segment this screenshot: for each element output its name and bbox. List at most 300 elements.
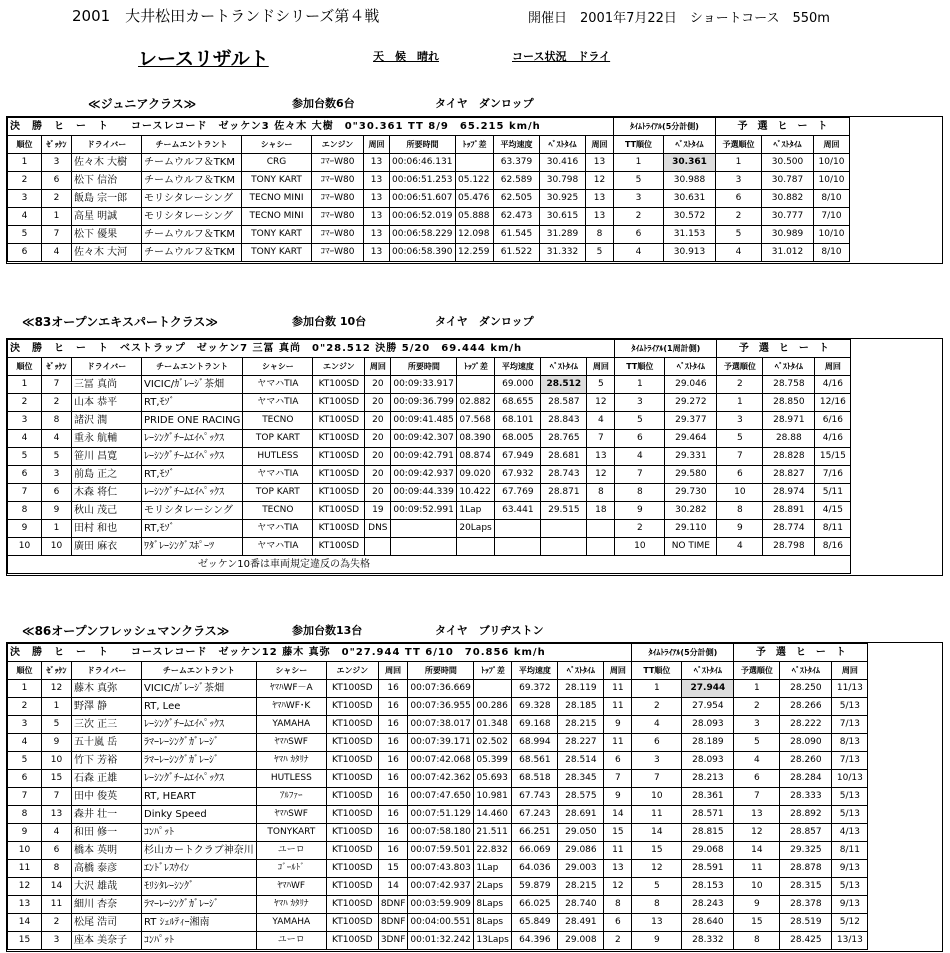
cell: 5/13 xyxy=(832,788,868,806)
cell: 00:07:59.501 xyxy=(408,842,474,860)
cell: 5 xyxy=(614,172,664,190)
cell: HUTLESS xyxy=(256,770,326,788)
cell: 28.333 xyxy=(780,788,832,806)
cell: 1 xyxy=(42,698,72,716)
column-header: ドライバー xyxy=(72,662,142,680)
entry-count: 参加台数13台 xyxy=(292,624,363,637)
table-row xyxy=(8,448,851,466)
cell: 30.925 xyxy=(540,190,586,208)
final-heat-banner: 決 勝 ヒ ー ト ベストラップ ゼッケン7 三冨 真尚 0"28.512 決勝 5/20 69.444 km/h xyxy=(8,340,615,358)
cell: ヤマハTIA xyxy=(243,520,313,538)
cell: 13 xyxy=(364,190,390,208)
cell: 5/12 xyxy=(832,914,868,932)
cell: 21.511 xyxy=(474,824,512,842)
column-header: ﾍﾞｽﾄﾀｲﾑ xyxy=(558,662,604,680)
cell: 27.954 xyxy=(682,698,734,716)
cell: 30.361 xyxy=(664,154,716,172)
cell: 30.988 xyxy=(664,172,716,190)
table-row xyxy=(8,806,868,824)
table-row xyxy=(8,430,851,448)
cell: 6/16 xyxy=(815,412,851,430)
cell: 1 xyxy=(716,154,762,172)
cell: 5 xyxy=(615,412,665,430)
cell: YAMAHA xyxy=(256,914,326,932)
column-header: ｾﾞｯｹﾝ xyxy=(42,136,72,154)
cell: 8 xyxy=(586,226,614,244)
cell: 28.284 xyxy=(780,770,832,788)
column-header-row xyxy=(8,136,850,154)
cell: 11/13 xyxy=(832,680,868,698)
column-header: 周回 xyxy=(365,358,391,376)
table-row xyxy=(8,842,868,860)
cell: 16 xyxy=(378,680,408,698)
cell: ﾔﾏﾊ ｶﾀﾘﾅ xyxy=(256,752,326,770)
section-title: ≪86オープンフレッシュマンクラス≫ xyxy=(22,624,230,638)
column-header-row xyxy=(8,358,851,376)
cell: RT, HEART xyxy=(142,788,257,806)
cell: 7 xyxy=(587,430,615,448)
column-header: 予選順位 xyxy=(717,358,763,376)
cell: ﾔﾏﾊWF･K xyxy=(256,698,326,716)
cell: 6 xyxy=(717,466,763,484)
cell: 16 xyxy=(378,698,408,716)
course-condition: コース状況 ドライ xyxy=(512,50,611,63)
cell: 16 xyxy=(378,752,408,770)
cell: 28.827 xyxy=(763,466,815,484)
cell: 10 xyxy=(8,538,42,556)
cell xyxy=(457,538,495,556)
cell: 1 xyxy=(8,680,42,698)
cell: RT,ﾓｿﾞ xyxy=(142,520,243,538)
cell: 11 xyxy=(604,734,632,752)
cell: KT100SD xyxy=(326,842,378,860)
column-header: エンジン xyxy=(313,358,365,376)
cell: ｺﾏｰW80 xyxy=(312,190,364,208)
cell: 山本 恭平 xyxy=(72,394,142,412)
cell: 10.422 xyxy=(457,484,495,502)
cell: 63.379 xyxy=(494,154,540,172)
cell: 8 xyxy=(587,484,615,502)
cell: VICIC/ｶﾞﾚｰｼﾞ茶畑 xyxy=(142,376,243,394)
cell: ｺﾝﾊﾟｯﾄ xyxy=(142,932,257,950)
table-row xyxy=(8,412,851,430)
cell: 61.522 xyxy=(494,244,540,262)
cell: 10/13 xyxy=(832,770,868,788)
cell: 9 xyxy=(734,896,780,914)
cell: TONY KART xyxy=(242,226,312,244)
cell: 8 xyxy=(717,502,763,520)
cell: 9 xyxy=(717,520,763,538)
cell: 22.832 xyxy=(474,842,512,860)
cell: 29.110 xyxy=(665,520,717,538)
cell: 8/10 xyxy=(814,190,850,208)
cell: 30.798 xyxy=(540,172,586,190)
cell: ﾚｰｼﾝｸﾞﾁｰﾑｴｲﾍﾟｯｸｽ xyxy=(142,448,243,466)
cell: 28.378 xyxy=(780,896,832,914)
table-row xyxy=(8,860,868,878)
cell: 08.390 xyxy=(457,430,495,448)
cell: 2 xyxy=(604,932,632,950)
cell: 細川 杏奈 xyxy=(72,896,142,914)
results-table-box xyxy=(6,338,943,576)
cell: 三次 正三 xyxy=(72,716,142,734)
tire-brand: タイヤ ダンロップ xyxy=(435,315,534,328)
cell: 28.119 xyxy=(558,680,604,698)
cell: 00:07:42.362 xyxy=(408,770,474,788)
cell: 13/13 xyxy=(832,932,868,950)
cell: 13 xyxy=(632,914,682,932)
cell: 16 xyxy=(378,788,408,806)
cell: 9 xyxy=(42,734,72,752)
cell: KT100SD xyxy=(326,788,378,806)
cell: ﾜﾀﾞﾚｰｼﾝｸﾞｽﾎﾟｰﾂ xyxy=(142,538,243,556)
cell: KT100SD xyxy=(326,680,378,698)
cell: 13Laps xyxy=(474,932,512,950)
cell: 00:06:58.390 xyxy=(390,244,456,262)
cell: 13 xyxy=(587,448,615,466)
column-header: チームエントラント xyxy=(142,662,257,680)
column-header: 予選順位 xyxy=(716,136,762,154)
cell xyxy=(456,154,494,172)
column-header: ﾄｯﾌﾟ差 xyxy=(474,662,512,680)
cell: 8/11 xyxy=(815,520,851,538)
cell: 佐々木 大樹 xyxy=(72,154,142,172)
cell: 02.502 xyxy=(474,734,512,752)
cell: 00:06:51.253 xyxy=(390,172,456,190)
time-trial-banner: ﾀｲﾑﾄﾗｲｱﾙ(1周計側) xyxy=(615,340,717,358)
cell: 30.572 xyxy=(664,208,716,226)
cell: 飯島 宗一郎 xyxy=(72,190,142,208)
cell xyxy=(391,520,457,538)
table-row xyxy=(8,896,868,914)
cell: 9 xyxy=(604,716,632,734)
cell: ユーロ xyxy=(256,932,326,950)
cell: 29.325 xyxy=(780,842,832,860)
cell: 14 xyxy=(378,878,408,896)
cell: 和田 修一 xyxy=(72,824,142,842)
cell: 68.101 xyxy=(495,412,541,430)
cell: 62.505 xyxy=(494,190,540,208)
cell: 28.189 xyxy=(682,734,734,752)
cell: 2 xyxy=(8,394,42,412)
column-header: 平均速度 xyxy=(495,358,541,376)
column-header: ﾍﾞｽﾄﾀｲﾑ xyxy=(763,358,815,376)
banner-row xyxy=(8,644,868,662)
cell: 05.888 xyxy=(456,208,494,226)
cell: 6 xyxy=(716,190,762,208)
cell: 8 xyxy=(8,806,42,824)
cell: 3 xyxy=(734,716,780,734)
cell: 15 xyxy=(632,842,682,860)
cell: 07.568 xyxy=(457,412,495,430)
column-header: 周回 xyxy=(604,662,632,680)
cell: 5/13 xyxy=(832,878,868,896)
cell: 67.743 xyxy=(512,788,558,806)
cell: 諸沢 潤 xyxy=(72,412,142,430)
cell: 00:07:39.171 xyxy=(408,734,474,752)
weather: 天 候 晴れ xyxy=(373,50,439,63)
cell: 6 xyxy=(42,842,72,860)
event-title: 2001 大井松田カートランドシリーズ第４戦 xyxy=(72,7,380,25)
cell: 00:07:42.068 xyxy=(408,752,474,770)
column-header: エンジン xyxy=(312,136,364,154)
cell: 12.098 xyxy=(456,226,494,244)
cell: 11 xyxy=(42,896,72,914)
cell: 9 xyxy=(604,788,632,806)
cell: 12 xyxy=(734,824,780,842)
cell: 座本 美奈子 xyxy=(72,932,142,950)
cell: 14 xyxy=(42,878,72,896)
table-row xyxy=(8,824,868,842)
cell: 00:07:51.129 xyxy=(408,806,474,824)
cell: 29.068 xyxy=(682,842,734,860)
cell: 3 xyxy=(42,466,72,484)
cell: 6 xyxy=(8,244,42,262)
cell: 20 xyxy=(365,466,391,484)
cell: ﾗﾏｰﾚｰｼﾝｸﾞｶﾞﾚｰｼﾞ xyxy=(142,734,257,752)
cell: 7 xyxy=(42,376,72,394)
cell: ヤマハTIA xyxy=(243,538,313,556)
cell: 20 xyxy=(365,430,391,448)
cell: 5 xyxy=(717,430,763,448)
cell: 10/10 xyxy=(814,226,850,244)
cell: 28.215 xyxy=(558,878,604,896)
cell: 8 xyxy=(734,932,780,950)
cell: 05.399 xyxy=(474,752,512,770)
cell: 14 xyxy=(632,824,682,842)
cell: KT100SD xyxy=(313,448,365,466)
cell xyxy=(495,520,541,538)
cell: 田中 俊英 xyxy=(72,788,142,806)
cell: 00:09:42.307 xyxy=(391,430,457,448)
table-row xyxy=(8,680,868,698)
column-header: チームエントラント xyxy=(142,136,242,154)
cell: KT100SD xyxy=(313,394,365,412)
tire-brand: タイヤ ブリヂストン xyxy=(435,624,544,637)
cell: 29.464 xyxy=(665,430,717,448)
cell: 28.765 xyxy=(541,430,587,448)
cell: 30.913 xyxy=(664,244,716,262)
cell: 68.994 xyxy=(512,734,558,752)
cell: 3 xyxy=(42,932,72,950)
cell: ﾔﾏﾊSWF xyxy=(256,734,326,752)
cell: ｺﾞｰﾙﾄﾞ xyxy=(256,860,326,878)
cell: 2 xyxy=(614,208,664,226)
cell: 28.153 xyxy=(682,878,734,896)
cell: 68.561 xyxy=(512,752,558,770)
cell: 20 xyxy=(365,394,391,412)
cell: 13 xyxy=(364,172,390,190)
cell: 5 xyxy=(8,226,42,244)
cell: 笹川 昌寛 xyxy=(72,448,142,466)
cell: 4 xyxy=(8,208,42,226)
result-title: レースリザルト xyxy=(138,48,269,70)
table-row xyxy=(8,376,851,394)
cell: 石森 正雄 xyxy=(72,770,142,788)
qualifying-heat-banner: 予 選 ヒ ー ト xyxy=(717,340,851,358)
cell: 7 xyxy=(8,788,42,806)
cell: VICIC/ｶﾞﾚｰｼﾞ茶畑 xyxy=(142,680,257,698)
cell: 12 xyxy=(8,878,42,896)
cell: 30.416 xyxy=(540,154,586,172)
table-row xyxy=(8,226,850,244)
cell xyxy=(587,538,615,556)
cell: 59.879 xyxy=(512,878,558,896)
cell: 1Lap xyxy=(457,502,495,520)
cell: 10 xyxy=(42,752,72,770)
column-header: 所要時間 xyxy=(390,136,456,154)
cell: 秋山 茂己 xyxy=(72,502,142,520)
cell: 28.222 xyxy=(780,716,832,734)
cell xyxy=(457,376,495,394)
cell xyxy=(474,680,512,698)
column-header: ﾍﾞｽﾄﾀｲﾑ xyxy=(665,358,717,376)
cell: 6 xyxy=(8,466,42,484)
column-header: 順位 xyxy=(8,136,42,154)
cell: 14 xyxy=(8,914,42,932)
results-table xyxy=(7,117,850,262)
cell: 2 xyxy=(42,190,72,208)
cell: 29.377 xyxy=(665,412,717,430)
cell: 5/13 xyxy=(832,698,868,716)
cell: 28.575 xyxy=(558,788,604,806)
cell: KT100SD xyxy=(313,538,365,556)
cell: 10 xyxy=(42,538,72,556)
cell: 10 xyxy=(717,484,763,502)
cell: 28.587 xyxy=(541,394,587,412)
cell: KT100SD xyxy=(313,484,365,502)
cell: 00:09:41.485 xyxy=(391,412,457,430)
table-row xyxy=(8,484,851,502)
cell: 5 xyxy=(8,752,42,770)
cell: RT, Lee xyxy=(142,698,257,716)
cell: 62.589 xyxy=(494,172,540,190)
cell: 00:04:00.551 xyxy=(408,914,474,932)
cell: ｺﾏｰW80 xyxy=(312,172,364,190)
cell: 4/16 xyxy=(815,376,851,394)
cell: 66.069 xyxy=(512,842,558,860)
cell: 01.348 xyxy=(474,716,512,734)
section-title: ≪ジュニアクラス≫ xyxy=(88,97,197,111)
cell: KT100SD xyxy=(313,466,365,484)
cell: 5 xyxy=(716,226,762,244)
cell: 13 xyxy=(42,806,72,824)
cell: 8DNF xyxy=(378,914,408,932)
column-header: ドライバー xyxy=(72,358,142,376)
cell: 30.615 xyxy=(540,208,586,226)
cell: 1 xyxy=(42,520,72,538)
cell: TOP KART xyxy=(243,484,313,502)
column-header: 周回 xyxy=(378,662,408,680)
cell: 28.974 xyxy=(763,484,815,502)
cell: 16 xyxy=(378,716,408,734)
cell: KT100SD xyxy=(326,914,378,932)
cell: 20 xyxy=(365,484,391,502)
table-row xyxy=(8,466,851,484)
cell: 10/10 xyxy=(814,172,850,190)
cell: 28.185 xyxy=(558,698,604,716)
cell: 1 xyxy=(734,680,780,698)
cell: 13 xyxy=(604,860,632,878)
cell: 28.093 xyxy=(682,716,734,734)
cell: 9 xyxy=(42,502,72,520)
cell: 29.050 xyxy=(558,824,604,842)
column-header: ﾍﾞｽﾄﾀｲﾑ xyxy=(762,136,814,154)
section-title: ≪83オープンエキスパートクラス≫ xyxy=(22,315,218,329)
cell: 佐々木 大河 xyxy=(72,244,142,262)
cell xyxy=(391,538,457,556)
cell: 00:07:58.180 xyxy=(408,824,474,842)
cell: 28.491 xyxy=(558,914,604,932)
column-header: シャシー xyxy=(242,136,312,154)
cell: 森井 壮一 xyxy=(72,806,142,824)
cell: 1 xyxy=(615,376,665,394)
cell: 28.871 xyxy=(541,484,587,502)
column-header: ﾍﾞｽﾄﾀｲﾑ xyxy=(682,662,734,680)
table-row xyxy=(8,190,850,208)
column-header: 平均速度 xyxy=(494,136,540,154)
cell: 20Laps xyxy=(457,520,495,538)
cell: KT100SD xyxy=(326,824,378,842)
cell: 5 xyxy=(632,878,682,896)
cell: 67.243 xyxy=(512,806,558,824)
cell: 15 xyxy=(42,770,72,788)
table-row xyxy=(8,520,851,538)
cell: 11 xyxy=(604,698,632,716)
column-header: シャシー xyxy=(243,358,313,376)
cell: 28.514 xyxy=(558,752,604,770)
cell: 30.777 xyxy=(762,208,814,226)
final-heat-banner: 決 勝 ヒ ー ト コースレコード ゼッケン3 佐々木 大樹 0"30.361 TT 8/9 65.215 km/h xyxy=(8,118,614,136)
cell: ｺﾏｰW80 xyxy=(312,226,364,244)
cell: 1 xyxy=(42,208,72,226)
cell: 29.272 xyxy=(665,394,717,412)
cell: 田村 和也 xyxy=(72,520,142,538)
table-row xyxy=(8,878,868,896)
tire-brand: タイヤ ダンロップ xyxy=(435,97,534,110)
cell: 4 xyxy=(42,244,72,262)
column-header: チームエントラント xyxy=(142,358,243,376)
cell: 2Laps xyxy=(474,878,512,896)
cell: 00:01:32.242 xyxy=(408,932,474,950)
column-header: TT順位 xyxy=(614,136,664,154)
cell: 00:03:59.909 xyxy=(408,896,474,914)
cell: TECNO xyxy=(243,412,313,430)
cell: 4 xyxy=(734,752,780,770)
cell: 15 xyxy=(604,824,632,842)
cell: ヤマハTIA xyxy=(243,466,313,484)
qualifying-heat-banner: 予 選 ヒ ー ト xyxy=(716,118,850,136)
cell: 5/11 xyxy=(815,484,851,502)
cell: KT100SD xyxy=(326,752,378,770)
cell: 5 xyxy=(586,244,614,262)
cell: 27.944 xyxy=(682,680,734,698)
cell: 1 xyxy=(8,376,42,394)
cell: 28.740 xyxy=(558,896,604,914)
cell: 4 xyxy=(717,538,763,556)
cell: 9 xyxy=(632,932,682,950)
cell: 高橋 泰彦 xyxy=(72,860,142,878)
entry-count: 参加台数 10台 xyxy=(292,315,367,328)
cell: 28.519 xyxy=(780,914,832,932)
column-header: ｾﾞｯｹﾝ xyxy=(42,662,72,680)
cell: 00:09:36.799 xyxy=(391,394,457,412)
cell: 68.655 xyxy=(495,394,541,412)
cell: TONY KART xyxy=(242,172,312,190)
cell: ﾔﾏﾊSWF xyxy=(256,806,326,824)
cell: 1 xyxy=(717,394,763,412)
cell: 30.882 xyxy=(762,190,814,208)
